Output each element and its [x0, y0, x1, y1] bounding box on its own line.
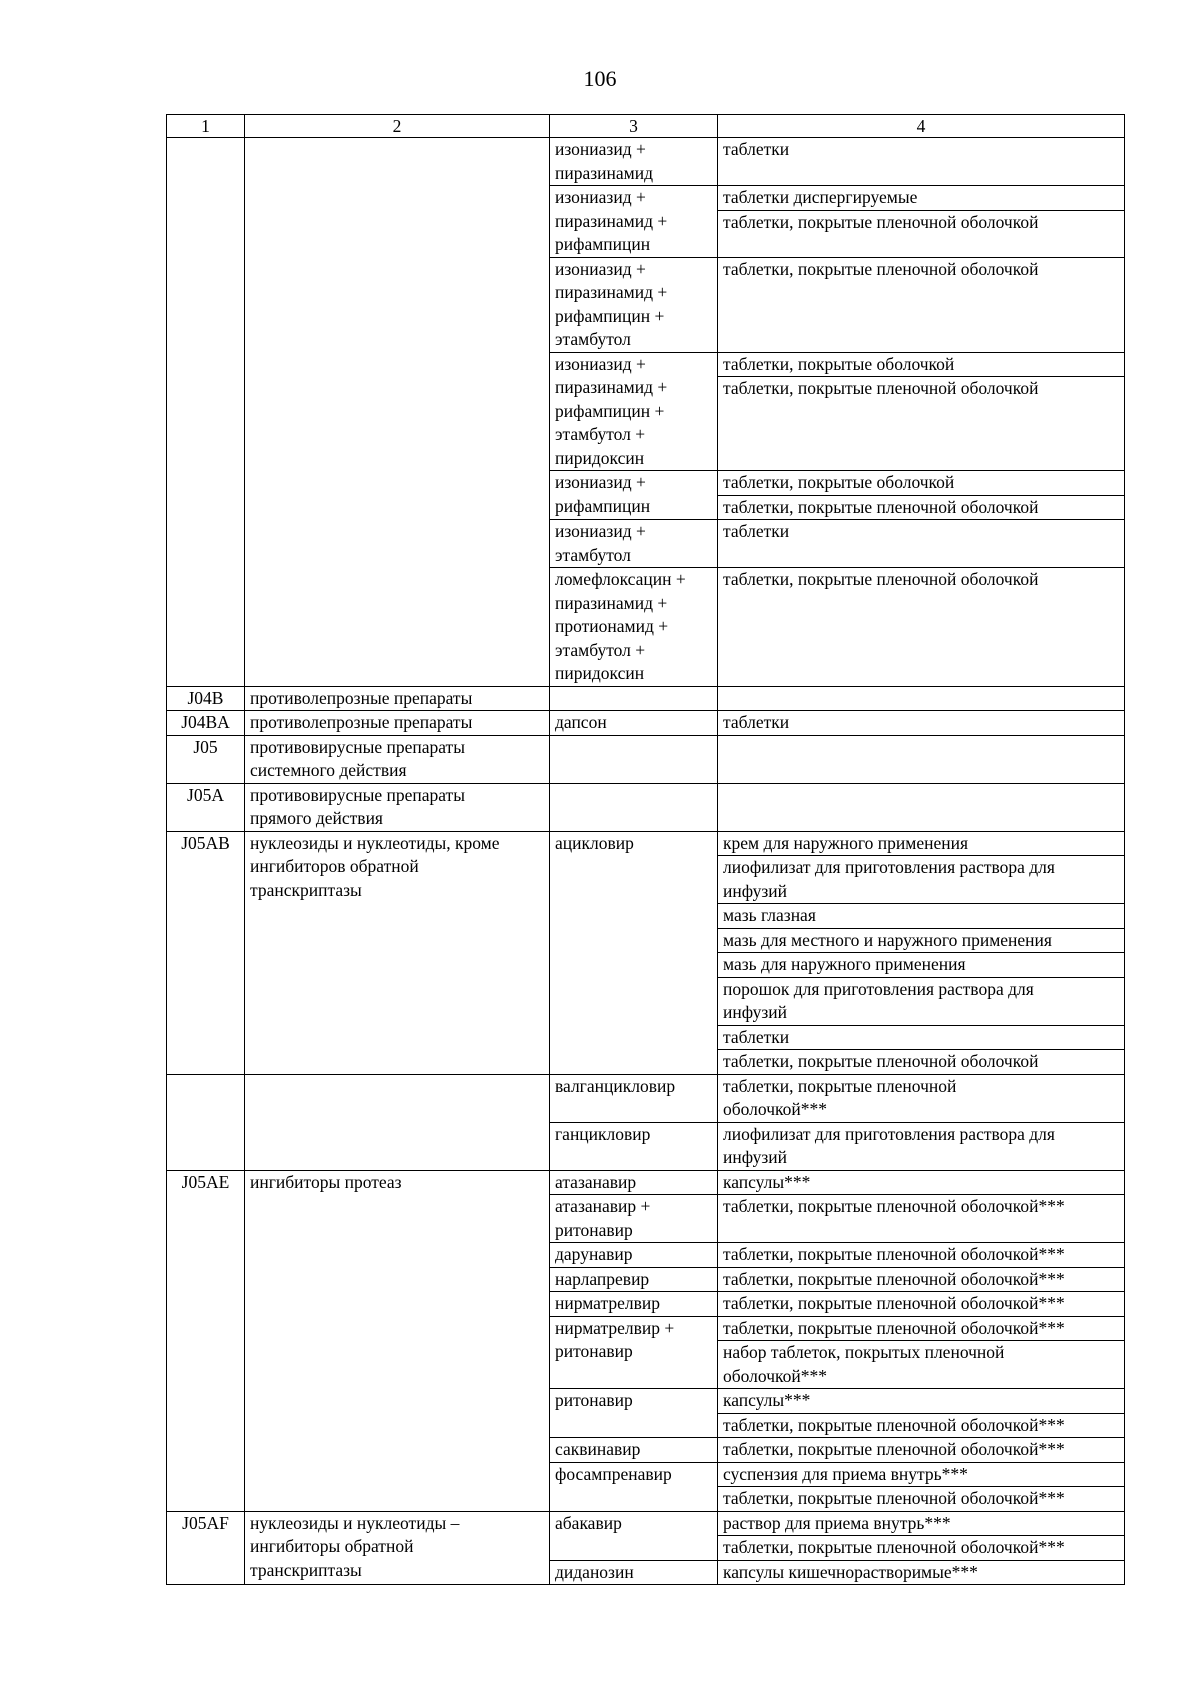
dosage-form: набор таблеток, покрытых пленочной оболочкой*** [723, 1342, 1005, 1386]
atc-code-cell: J05A [167, 783, 245, 831]
drug-name-cell: изониазид + пиразинамид + рифампицин + этамбутол [550, 257, 718, 352]
dosage-form: крем для наружного применения [718, 832, 1124, 857]
drug-name-cell: абакавир [550, 1511, 718, 1560]
dosage-forms-cell [718, 711, 1125, 736]
column-header-2: 2 [245, 115, 550, 138]
dosage-forms-cell [718, 1316, 1125, 1389]
dosage-form: таблетки, покрытые пленочной оболочкой*** [723, 1439, 1065, 1459]
column-header-3: 3 [550, 115, 718, 138]
group-name-cell: противовирусные препараты прямого действия [245, 783, 550, 831]
dosage-forms-cell [718, 735, 1125, 783]
dosage-form: мазь для наружного применения [718, 953, 1124, 978]
dosage-form: капсулы кишечнорастворимые*** [723, 1561, 978, 1582]
group-name-cell: противолепрозные препараты [245, 711, 550, 736]
column-header-4: 4 [718, 115, 1125, 138]
drug-name-cell: дапсон [550, 711, 718, 736]
dosage-form: таблетки, покрытые пленочной оболочкой [723, 378, 1039, 398]
drug-name-cell [550, 783, 718, 831]
dosage-form: таблетки, покрытые оболочкой [718, 471, 1124, 496]
dosage-form: суспензия для приема внутрь*** [718, 1463, 1124, 1488]
dosage-form: капсулы*** [718, 1389, 1124, 1414]
dosage-form: капсулы*** [723, 1171, 811, 1192]
dosage-form: таблетки [718, 1026, 1124, 1051]
drug-name-cell: саквинавир [550, 1438, 718, 1463]
drug-name-cell: валганцикловир [550, 1074, 718, 1122]
dosage-form: таблетки, покрытые пленочной оболочкой*** [723, 1537, 1065, 1557]
dosage-forms-cell [718, 1074, 1125, 1122]
dosage-forms-cell [718, 686, 1125, 711]
drug-name-cell: изониазид + пиразинамид + рифампицин [550, 186, 718, 258]
dosage-forms-cell [718, 568, 1125, 687]
dosage-forms-cell [718, 1438, 1125, 1463]
group-name-cell: нуклеозиды и нуклеотиды – ингибиторы обратной транскриптазы [245, 1511, 550, 1585]
atc-code-cell [167, 138, 245, 687]
drug-name-cell [550, 735, 718, 783]
group-name-cell: ингибиторы протеаз [245, 1170, 550, 1511]
drug-name-cell: атазанавир + ритонавир [550, 1195, 718, 1243]
dosage-form: таблетки, покрытые пленочной оболочкой*** [723, 1196, 1065, 1216]
dosage-forms-cell [718, 1462, 1125, 1511]
drug-name-cell [550, 686, 718, 711]
table-row [167, 735, 1125, 783]
group-name-cell: нуклеозиды и нуклеотиды, кроме ингибиторов обратной транскриптазы [245, 831, 550, 1074]
drug-name-cell: нирматрелвир [550, 1292, 718, 1317]
drug-name-cell: ацикловир [550, 831, 718, 1074]
drug-name-cell: ломефлоксацин + пиразинамид + протионамид + этамбутол + пиридоксин [550, 568, 718, 687]
group-name-cell: противолепрозные препараты [245, 686, 550, 711]
dosage-forms-cell [718, 1122, 1125, 1170]
dosage-form: лиофилизат для приготовления раствора для инфузий [718, 856, 1124, 904]
dosage-form: порошок для приготовления раствора для инфузий [718, 978, 1124, 1026]
table-row [167, 783, 1125, 831]
dosage-forms-cell [718, 1560, 1125, 1585]
dosage-form: таблетки [723, 712, 790, 732]
atc-code-cell: J04BA [167, 711, 245, 736]
dosage-forms-cell [718, 352, 1125, 471]
dosage-form: таблетки, покрытые пленочной оболочкой*** [723, 1244, 1065, 1264]
drug-name-cell: нарлапревир [550, 1267, 718, 1292]
dosage-forms-cell [718, 138, 1125, 186]
table-row [167, 138, 1125, 186]
drug-name-cell: фосампренавир [550, 1462, 718, 1511]
dosage-form: таблетки, покрытые пленочной оболочкой [723, 1051, 1039, 1071]
drug-table [166, 114, 1125, 1585]
dosage-form: мазь глазная [718, 904, 1124, 929]
atc-code-cell: J05AB [167, 831, 245, 1074]
column-header-1: 1 [167, 115, 245, 138]
dosage-form: таблетки диспергируемые [718, 186, 1124, 211]
dosage-form: таблетки, покрытые пленочной оболочкой*** [723, 1268, 1065, 1289]
table-row [167, 831, 1125, 1074]
dosage-form: раствор для приема внутрь*** [718, 1512, 1124, 1537]
dosage-form: таблетки, покрытые пленочной оболочкой [723, 569, 1039, 589]
drug-name-cell: нирматрелвир + ритонавир [550, 1316, 718, 1389]
dosage-forms-cell [718, 1243, 1125, 1268]
dosage-form: таблетки, покрытые пленочной оболочкой [723, 496, 1039, 517]
atc-code-cell: J05 [167, 735, 245, 783]
drug-name-cell: ганцикловир [550, 1122, 718, 1170]
dosage-form: лиофилизат для приготовления раствора для инфузий [723, 1123, 1055, 1167]
dosage-form: таблетки, покрытые оболочкой [718, 353, 1124, 378]
drug-name-cell: диданозин [550, 1560, 718, 1585]
header-row [167, 115, 1125, 138]
group-name-cell [245, 138, 550, 687]
atc-code-cell: J04B [167, 686, 245, 711]
table-row [167, 1511, 1125, 1560]
dosage-forms-cell [718, 186, 1125, 258]
table-row [167, 711, 1125, 736]
dosage-form: таблетки, покрытые пленочной оболочкой*** [723, 1293, 1065, 1313]
dosage-forms-cell [718, 257, 1125, 352]
atc-code-cell: J05AF [167, 1511, 245, 1585]
dosage-forms-cell [718, 1195, 1125, 1243]
drug-name-cell: атазанавир [550, 1170, 718, 1195]
drug-name-cell: изониазид + рифампицин [550, 471, 718, 520]
group-name-cell: противовирусные препараты системного действия [245, 735, 550, 783]
dosage-forms-cell [718, 1170, 1125, 1195]
dosage-form: таблетки, покрытые пленочной оболочкой [723, 211, 1039, 232]
dosage-forms-cell [718, 831, 1125, 1074]
dosage-forms-cell [718, 1267, 1125, 1292]
table-row [167, 686, 1125, 711]
dosage-form: таблетки, покрытые пленочной оболочкой*** [723, 1488, 1065, 1508]
atc-code-cell: J05AE [167, 1170, 245, 1511]
dosage-form: таблетки, покрытые пленочной оболочкой [723, 258, 1039, 279]
drug-name-cell: дарунавир [550, 1243, 718, 1268]
dosage-form: мазь для местного и наружного применения [718, 929, 1124, 954]
dosage-forms-cell [718, 1389, 1125, 1438]
page-number: 106 [583, 66, 617, 91]
drug-name-cell: изониазид + пиразинамид [550, 138, 718, 186]
drug-name-cell: изониазид + этамбутол [550, 520, 718, 568]
drug-name-cell: ритонавир [550, 1389, 718, 1438]
drug-name-cell: изониазид + пиразинамид + рифампицин + этамбутол + пиридоксин [550, 352, 718, 471]
group-name-cell [245, 1074, 550, 1170]
dosage-forms-cell [718, 471, 1125, 520]
table-row [167, 1074, 1125, 1122]
dosage-form: таблетки [723, 521, 790, 541]
dosage-forms-cell [718, 520, 1125, 568]
atc-code-cell [167, 1074, 245, 1170]
dosage-form: таблетки, покрытые пленочной оболочкой*** [723, 1075, 957, 1119]
dosage-form: таблетки [723, 139, 790, 159]
table-row [167, 1170, 1125, 1195]
dosage-forms-cell [718, 1511, 1125, 1560]
dosage-forms-cell [718, 1292, 1125, 1317]
dosage-form: таблетки, покрытые пленочной оболочкой*** [718, 1317, 1124, 1342]
dosage-forms-cell [718, 783, 1125, 831]
dosage-form: таблетки, покрытые пленочной оболочкой*** [723, 1414, 1065, 1435]
